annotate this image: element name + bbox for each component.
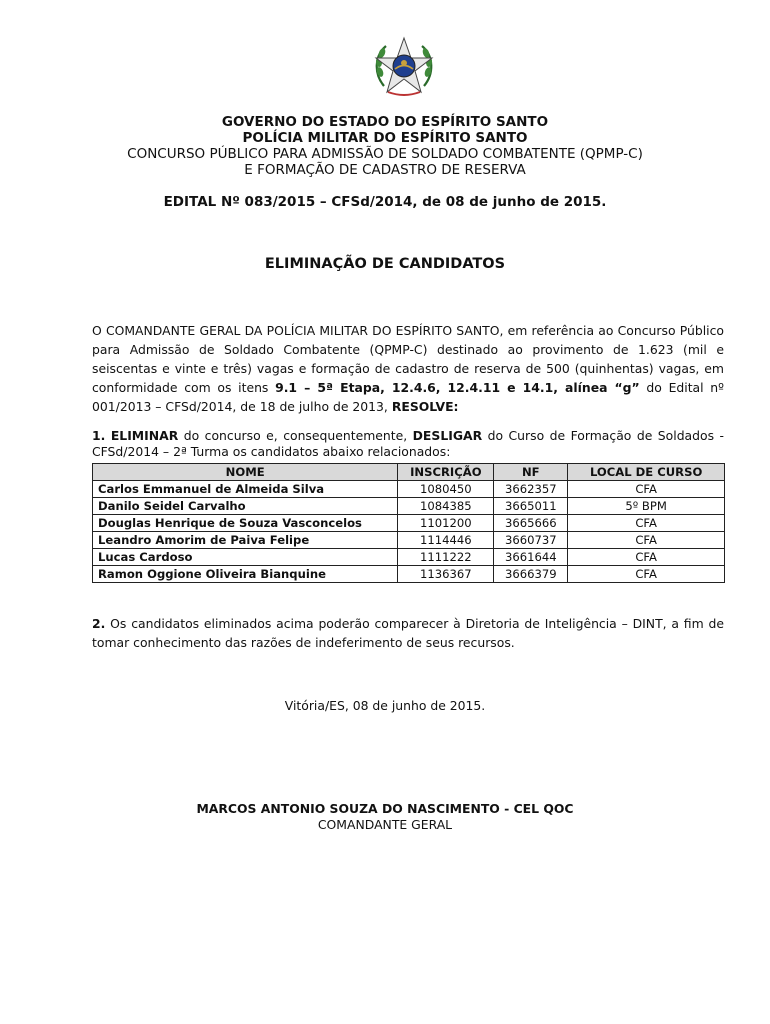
cell-inscricao: 1114446 (398, 532, 494, 549)
header-nf: NF (494, 464, 568, 481)
elimination-paragraph (92, 428, 724, 460)
header-nome: NOME (93, 464, 398, 481)
elimination-text-1: do concurso e, consequentemente, (178, 428, 413, 443)
items-reference: 9.1 – 5ª Etapa, 12.4.6, 12.4.11 e 14.1, alínea “g” (275, 380, 640, 395)
appeal-paragraph (92, 614, 724, 652)
cell-nome: Carlos Emmanuel de Almeida Silva (93, 481, 398, 498)
table-row (93, 549, 725, 566)
header-contest: CONCURSO PÚBLICO PARA ADMISSÃO DE SOLDADO COMBATENTE (QPMP-C) (127, 146, 643, 162)
cell-nome: Douglas Henrique de Souza Vasconcelos (93, 515, 398, 532)
eliminar-text: ELIMINAR (110, 428, 179, 443)
appeal-text: Os candidatos eliminados acima poderão comparecer à Diretoria de Inteligência – DINT, a fim de tomar conhecimento das razões de indeferimento de seus recursos. (92, 616, 724, 650)
cell-nome: Danilo Seidel Carvalho (93, 498, 398, 515)
elimination-text-2: do Curso de Formação de Soldados - CFSd/2014 – 2ª Turma os candidatos abaixo relacionados: (92, 428, 724, 459)
coat-of-arms-icon (370, 34, 438, 102)
cell-local: 5º BPM (568, 498, 725, 515)
edital-reference: do Edital nº 001/2013 – CFSd/2014, de 18 de julho de 2013, (92, 380, 724, 414)
date-line: Vitória/ES, 08 de junho de 2015. (284, 698, 486, 713)
table-row (93, 481, 725, 498)
cell-local: CFA (568, 549, 725, 566)
header-reserve: E FORMAÇÃO DE CADASTRO DE RESERVA (244, 162, 526, 178)
signature-role: COMANDANTE GERAL (317, 817, 453, 832)
cell-nf: 3665011 (494, 498, 568, 515)
edital-title: EDITAL Nº 083/2015 – CFSd/2014, de 08 de junho de 2015. (163, 194, 607, 210)
item-number-1: 1. (92, 428, 106, 443)
cell-local: CFA (568, 481, 725, 498)
item-number-2: 2. (92, 616, 106, 631)
cell-nome: Ramon Oggione Oliveira Bianquine (93, 566, 398, 583)
signature-name: MARCOS ANTONIO SOUZA DO NASCIMENTO - CEL QOC (196, 801, 574, 816)
cell-local: CFA (568, 532, 725, 549)
candidates-table (92, 463, 725, 583)
cell-nome: Lucas Cardoso (93, 549, 398, 566)
intro-text: O COMANDANTE GERAL DA POLÍCIA MILITAR DO ESPÍRITO SANTO, em referência ao Concurso Público para Admissão de Soldado Combatente (QPMP-C) destinado ao provimento de 1.623 (mil e seiscentas e vinte e três) vagas e formação de cadastro de reserva de 500 (quinhentas) vagas, em conformidade com os itens (92, 323, 724, 395)
desligar-text: DESLIGAR (412, 428, 483, 443)
intro-paragraph (92, 321, 724, 416)
cell-inscricao: 1080450 (398, 481, 494, 498)
cell-nf: 3660737 (494, 532, 568, 549)
cell-inscricao: 1101200 (398, 515, 494, 532)
header-government: GOVERNO DO ESTADO DO ESPÍRITO SANTO (221, 114, 549, 130)
cell-nf: 3666379 (494, 566, 568, 583)
table-row (93, 532, 725, 549)
cell-nome: Leandro Amorim de Paiva Felipe (93, 532, 398, 549)
cell-nf: 3665666 (494, 515, 568, 532)
resolve-text: RESOLVE: (391, 399, 459, 414)
header-police: POLÍCIA MILITAR DO ESPÍRITO SANTO (242, 130, 528, 146)
table-header-row (93, 464, 725, 481)
header-local: LOCAL DE CURSO (568, 464, 725, 481)
table-row (93, 498, 725, 515)
section-title: ELIMINAÇÃO DE CANDIDATOS (264, 256, 506, 272)
header-inscricao: INSCRIÇÃO (398, 464, 494, 481)
table-row (93, 515, 725, 532)
cell-inscricao: 1111222 (398, 549, 494, 566)
cell-inscricao: 1136367 (398, 566, 494, 583)
cell-nf: 3661644 (494, 549, 568, 566)
cell-local: CFA (568, 515, 725, 532)
table-row (93, 566, 725, 583)
cell-nf: 3662357 (494, 481, 568, 498)
cell-local: CFA (568, 566, 725, 583)
cell-inscricao: 1084385 (398, 498, 494, 515)
